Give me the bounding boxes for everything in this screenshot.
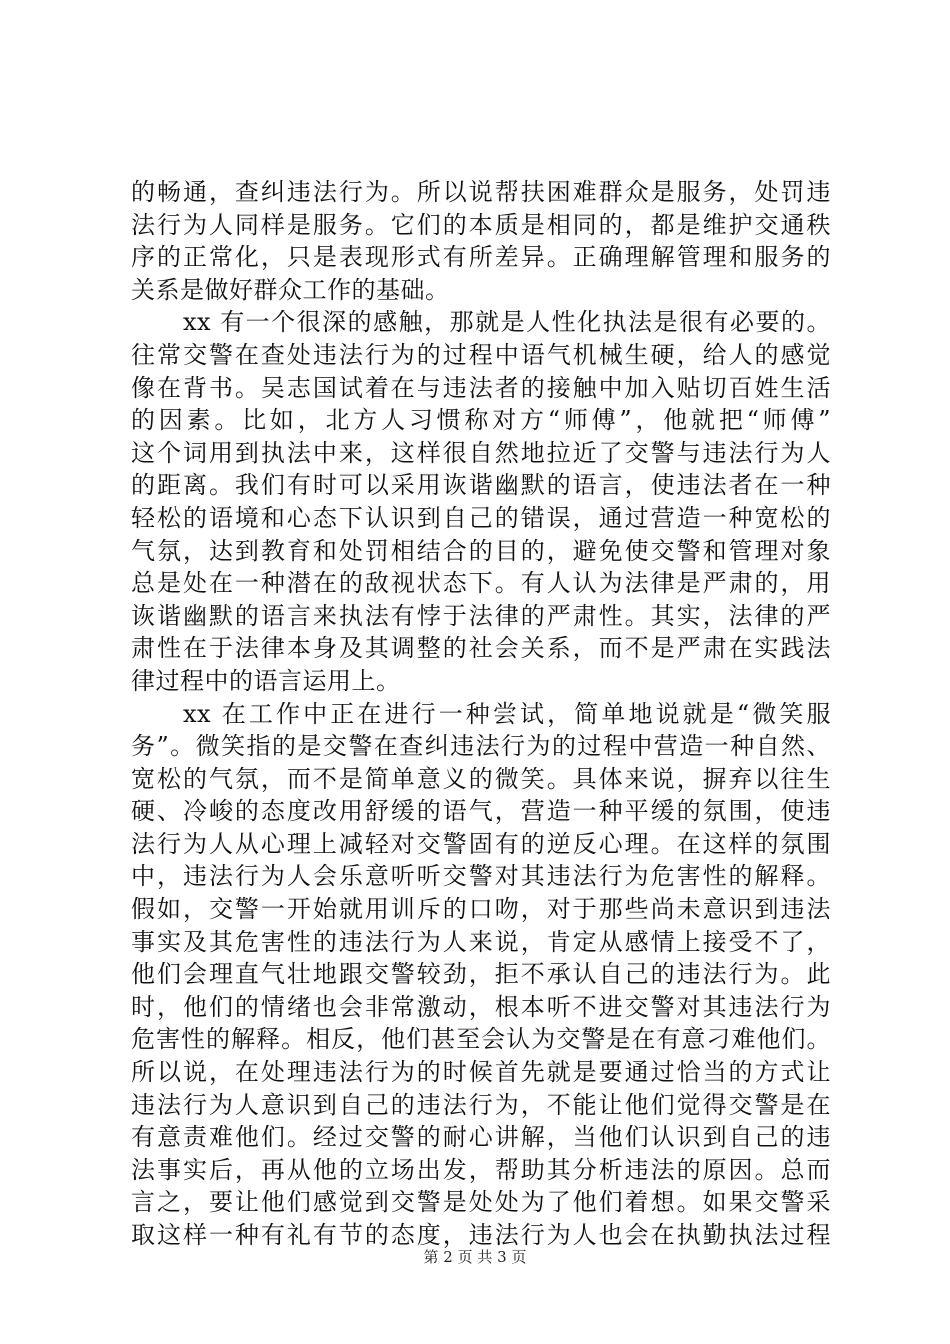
page-number-footer: 第 2 页 共 3 页 bbox=[423, 1248, 527, 1266]
text-line: 气氛，达到教育和处罚相结合的目的，避免使交警和管理对象 bbox=[131, 536, 831, 565]
text-line: 的距离。我们有时可以采用诙谐幽默的语言，使违法者在一种 bbox=[131, 471, 831, 500]
text-line: 诙谐幽默的语言来执法有悖于法律的严肃性。其实，法律的严 bbox=[131, 601, 831, 630]
text-line: 法行为人从心理上减轻对交警固有的逆反心理。在这样的氛围 bbox=[131, 829, 831, 858]
text-line: 危害性的解释。相反，他们甚至会认为交警是在有意刁难他们。 bbox=[131, 1025, 831, 1054]
text-line: 轻松的语境和心态下认识到自己的错误，通过营造一种宽松的 bbox=[131, 503, 831, 532]
text-line: 违法行为人意识到自己的违法行为，不能让他们觉得交警是在 bbox=[131, 1090, 831, 1119]
text-line: 的因素。比如，北方人习惯称对方“师傅”，他就把“师傅” bbox=[131, 406, 831, 435]
text-line: 宽松的气氛，而不是简单意义的微笑。具体来说，摒弃以往生 bbox=[131, 764, 831, 793]
text-line: 时，他们的情绪也会非常激动，根本听不进交警对其违法行为 bbox=[131, 992, 831, 1021]
text-line: 这个词用到执法中来，这样很自然地拉近了交警与违法行为人 bbox=[131, 438, 831, 467]
text-line: 像在背书。吴志国试着在与违法者的接触中加入贴切百姓生活 bbox=[131, 373, 831, 402]
text-line: 言之，要让他们感觉到交警是处处为了他们着想。如果交警采 bbox=[131, 1188, 831, 1217]
text-line: 务”。微笑指的是交警在查纠违法行为的过程中营造一种自然、 bbox=[131, 732, 831, 761]
text-line: 有意责难他们。经过交警的耐心讲解，当他们认识到自己的违 bbox=[131, 1123, 831, 1152]
text-line: 他们会理直气壮地跟交警较劲，拒不承认自己的违法行为。此 bbox=[131, 960, 831, 989]
text-line: 所以说，在处理违法行为的时候首先就是要通过恰当的方式让 bbox=[131, 1058, 831, 1087]
text-line: 中，违法行为人会乐意听听交警对其违法行为危害性的解释。 bbox=[131, 862, 831, 891]
text-line: 事实及其危害性的违法行为人来说，肯定从感情上接受不了， bbox=[131, 927, 831, 956]
text-line: 序的正常化，只是表现形式有所差异。正确理解管理和服务的 bbox=[131, 243, 831, 272]
paragraph-start-line: xx 有一个很深的感触，那就是人性化执法是很有必要的。 bbox=[183, 308, 831, 337]
text-line: 肃性在于法律本身及其调整的社会关系，而不是严肃在实践法 bbox=[131, 634, 831, 663]
text-line: 往常交警在查处违法行为的过程中语气机械生硬，给人的感觉 bbox=[131, 340, 831, 369]
text-line: 法事实后，再从他的立场出发，帮助其分析违法的原因。总而 bbox=[131, 1155, 831, 1184]
text-line: 关系是做好群众工作的基础。 bbox=[131, 275, 450, 304]
text-line: 总是处在一种潜在的敌视状态下。有人认为法律是严肃的，用 bbox=[131, 569, 831, 598]
text-line: 取这样一种有礼有节的态度，违法行为人也会在执勤执法过程 bbox=[131, 1221, 831, 1249]
document-body bbox=[131, 176, 831, 1252]
text-line: 律过程中的语言运用上。 bbox=[131, 666, 401, 695]
text-line: 假如，交警一开始就用训斥的口吻，对于那些尚未意识到违法 bbox=[131, 895, 831, 924]
text-line: 硬、冷峻的态度改用舒缓的语气，营造一种平缓的氛围，使违 bbox=[131, 797, 831, 826]
text-line: 法行为人同样是服务。它们的本质是相同的，都是维护交通秩 bbox=[131, 210, 831, 239]
text-line: 的畅通，查纠违法行为。所以说帮扶困难群众是服务，处罚违 bbox=[131, 178, 831, 206]
paragraph-start-line: xx 在工作中正在进行一种尝试，简单地说就是“微笑服 bbox=[183, 699, 831, 728]
